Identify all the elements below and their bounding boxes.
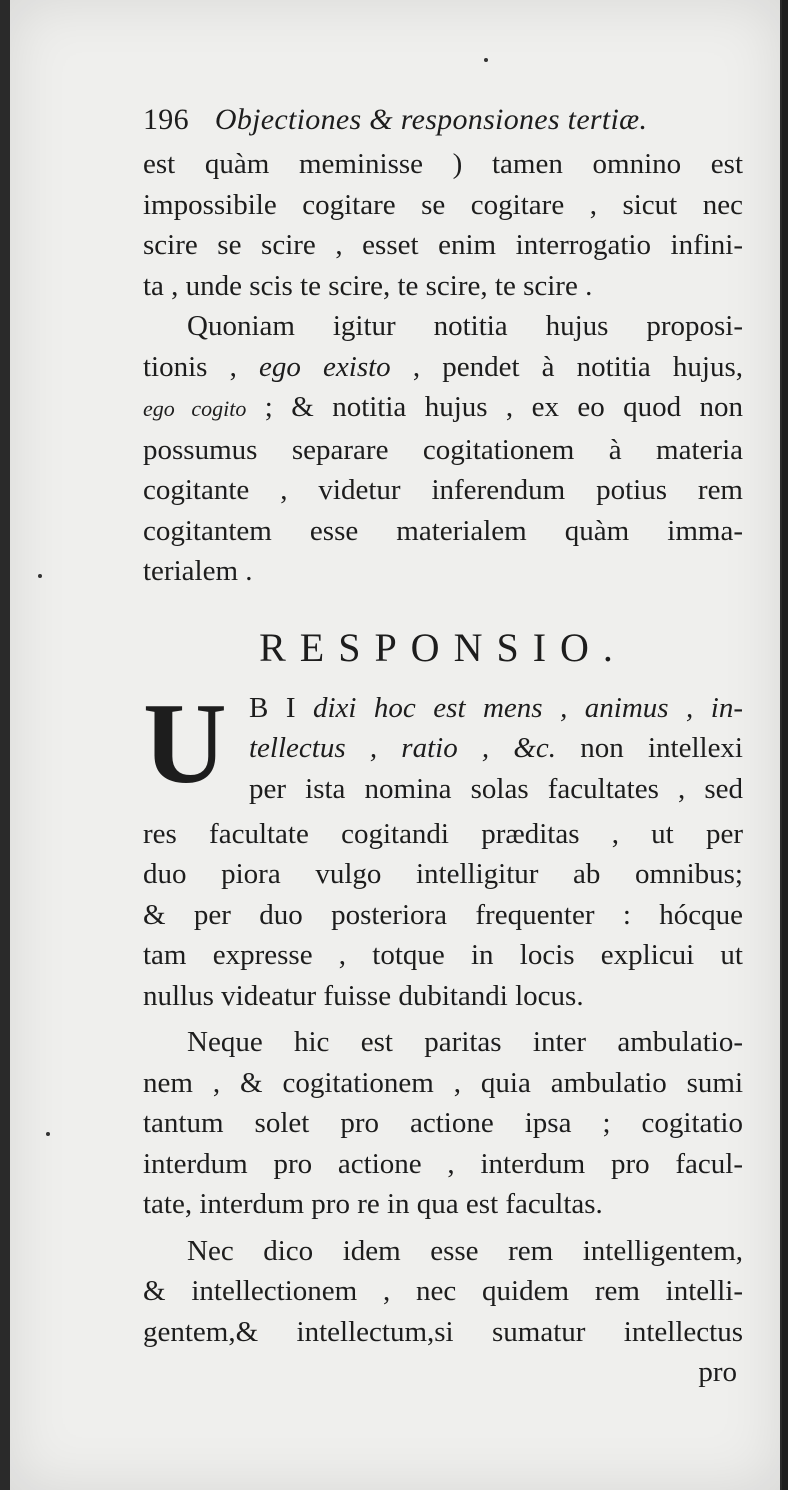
objection-text: [143, 144, 743, 306]
text-span: ; & notitia hujus , ex eo quod non: [246, 391, 743, 423]
text-line: possumus separare cogitationem à materia: [143, 433, 743, 466]
dropcap-row: [143, 679, 744, 814]
text-line: cogitante , videtur inferendum potius rem: [143, 474, 743, 506]
text-line: Quoniam igitur notitia hujus proposi-: [187, 310, 743, 342]
text-span: , pendet à notitia hujus,: [390, 350, 743, 383]
ink-speck: [484, 58, 488, 62]
text-line: cogitantem esse materialem quàm imma-: [143, 514, 743, 547]
paragraph-neque: [143, 1022, 743, 1225]
book-page: [10, 0, 780, 1490]
text-span: non intellexi: [556, 732, 743, 764]
italic-phrase: ego cogito: [143, 396, 247, 421]
italic-phrase: dixi hoc est mens , animus , in-: [312, 691, 744, 724]
text-line: ta , unde scis te scire, te scire, te scire .: [143, 269, 593, 302]
text-line: [143, 347, 743, 388]
text-line: res facultate cogitandi præditas , ut per: [143, 817, 743, 850]
running-title: Objectiones & responsiones tertiæ.: [214, 103, 648, 136]
text-span: B I: [249, 691, 313, 724]
paragraph-nec: [143, 1231, 743, 1353]
text-line: nullus videatur fuisse dubitandi locus.: [143, 979, 584, 1012]
text-line: & intellectionem , nec quidem rem intelli-: [143, 1275, 743, 1307]
text-line: Neque hic est paritas inter ambulatio-: [187, 1026, 743, 1058]
italic-phrase: tellectus , ratio , &c.: [249, 732, 557, 764]
text-line: scire se scire , esset enim interrogatio infini-: [143, 229, 743, 261]
text-line: tantum solet pro actione ipsa ; cogitatio: [143, 1107, 743, 1139]
text-line: nem , & cogitationem , quia ambulatio sumi: [143, 1066, 743, 1099]
drop-cap: U: [143, 679, 227, 808]
ink-speck: [38, 574, 42, 578]
text-line: duo piora vulgo intelligitur ab omnibus;: [143, 858, 743, 890]
page-edge-shadow: [782, 0, 788, 1490]
text-line: Nec dico idem esse rem intelligentem,: [187, 1234, 743, 1267]
text-line: [249, 688, 743, 729]
text-line: tate, interdum pro re in qua est facultas.: [143, 1188, 603, 1220]
text-line: gentem,& intellectum,si sumatur intellectus: [143, 1315, 743, 1348]
catchword: pro: [698, 1356, 737, 1388]
text-line: impossibile cogitare se cogitare , sicut nec: [143, 188, 743, 221]
text-line: terialem .: [143, 555, 253, 587]
text-line: est quàm meminisse ) tamen omnino est: [143, 148, 743, 180]
text-span: tionis ,: [143, 350, 259, 383]
running-header: [143, 100, 743, 144]
text-line: [249, 728, 743, 769]
text-line: & per duo posteriora frequenter : hócque: [143, 898, 743, 931]
text-block: [143, 100, 743, 1392]
ink-speck: [46, 1132, 50, 1136]
dropcap-lines: [249, 688, 743, 810]
paragraph-quoniam: [143, 306, 743, 592]
text-line: [143, 387, 743, 430]
section-heading: RESPONSIO.: [259, 624, 627, 670]
text-line: per ista nomina solas facultates , sed: [249, 772, 743, 805]
response-paragraph: [143, 679, 744, 1017]
text-line: interdum pro actione , interdum pro facul-: [143, 1147, 743, 1180]
italic-phrase: ego existo: [259, 350, 391, 383]
text-line: tam expresse , totque in locis explicui ut: [143, 939, 743, 971]
page-number: 196: [143, 103, 189, 136]
